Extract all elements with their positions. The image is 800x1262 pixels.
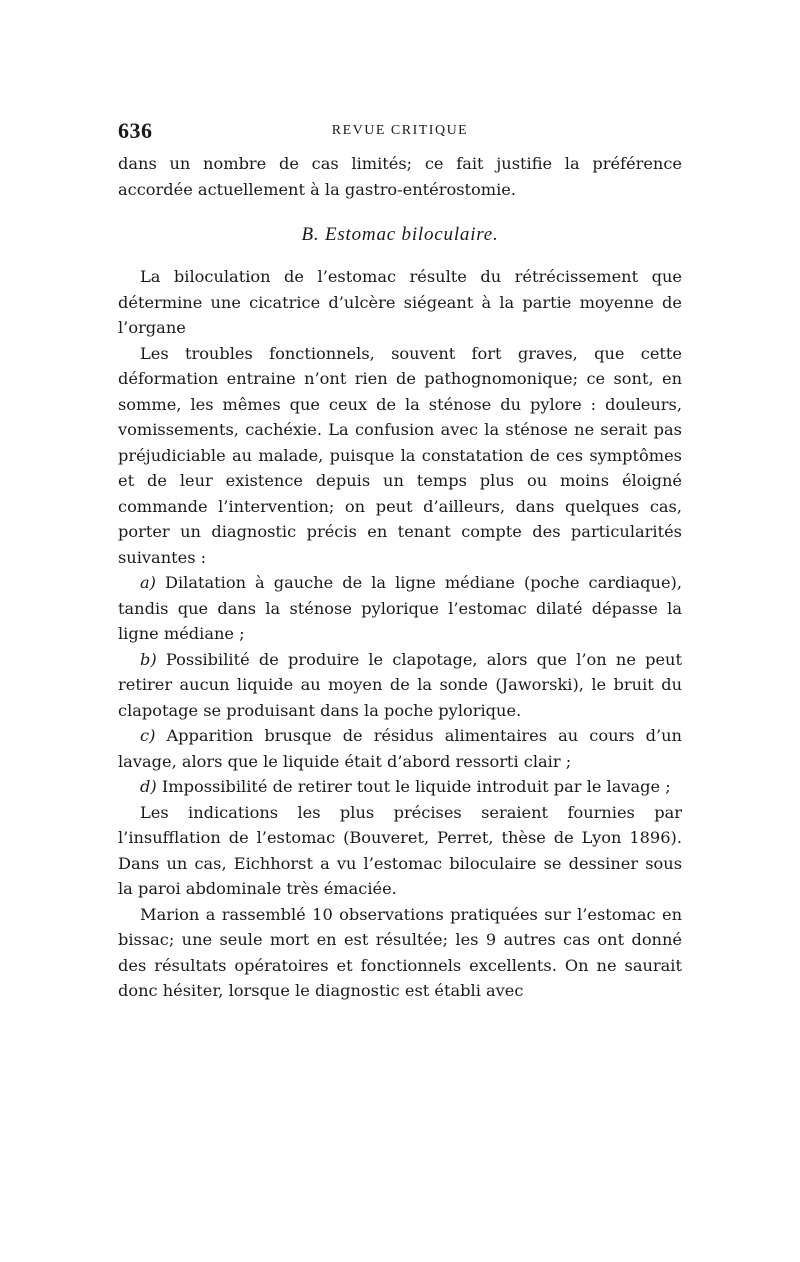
paragraph-troubles: Les troubles fonctionnels, souvent fort graves, que cette déformation entraine n’ont rien de pathognomonique; ce sont, en somme, les mêmes que ceux de la sténose du pylore : douleurs, vomissements, cachéxie. La confusion avec la sténose ne serait pas préjudiciable au malade, puisque la constatation de ces symptômes et de leur existence depuis un temps plus ou moins éloigné commande l’intervention; on peut d’ailleurs, dans quelques cas, porter un diagnostic précis en tenant compte des particularités suivantes :	[118, 343, 682, 567]
paragraph-marion: Marion a rassemblé 10 observations pratiquées sur l’estomac en bissac; une seule mort en est résultée; les 9 autres cas ont donné des résultats opératoires et fonctionnels excellents. On ne saurait donc hésiter, lorsque le diagnostic est établi avec	[118, 904, 682, 1000]
list-item-c	[118, 723, 682, 774]
list-marker-d: d)	[140, 777, 157, 796]
list-text-b: Possibilité de produire le clapotage, alors que l’on ne peut retirer aucun liquide au moyen de la sonde (Jaworski), le bruit du clapotage se produisant dans la poche pylorique.	[118, 649, 682, 720]
intro-paragraph: dans un nombre de cas limités; ce fait justifie la préférence accordée actuellement à la gastro-entérostomie.	[118, 154, 682, 199]
list-text-a: Dilatation à gauche de la ligne médiane (poche cardiaque), tandis que dans la sténose pylorique l’estomac dilaté dépasse la ligne médiane ;	[118, 573, 682, 643]
body-text	[118, 151, 682, 1004]
section-heading: B. Estomac biloculaire.	[301, 224, 499, 245]
list-text-c: Apparition brusque de résidus alimentaires au cours d’un lavage, alors que le liquide était d’abord ressorti clair ;	[118, 726, 682, 771]
list-item-b	[118, 647, 682, 724]
list-text-d: Impossibilité de retirer tout le liquide introduit par le lavage ;	[161, 777, 671, 796]
list-item-d	[118, 774, 682, 800]
list-marker-b: b)	[140, 649, 157, 669]
list-marker-a: a)	[140, 573, 156, 592]
paragraph-indications: Les indications les plus précises seraient fournies par l’insufflation de l’estomac (Bouveret, Perret, thèse de Lyon 1896). Dans un cas, Eichhorst a vu l’estomac biloculaire se dessiner sous la paroi abdominale très émaciée.	[118, 802, 682, 898]
page-number: 636	[118, 118, 153, 143]
list-item-a	[118, 570, 682, 647]
page-header	[118, 118, 682, 148]
paragraph-biloculation: La biloculation de l’estomac résulte du rétrécissement que détermine une cicatrice d’ulcère siégeant à la partie moyenne de l’organe	[118, 267, 682, 337]
list-marker-c: c)	[140, 726, 156, 745]
running-title: REVUE CRITIQUE	[331, 123, 469, 138]
